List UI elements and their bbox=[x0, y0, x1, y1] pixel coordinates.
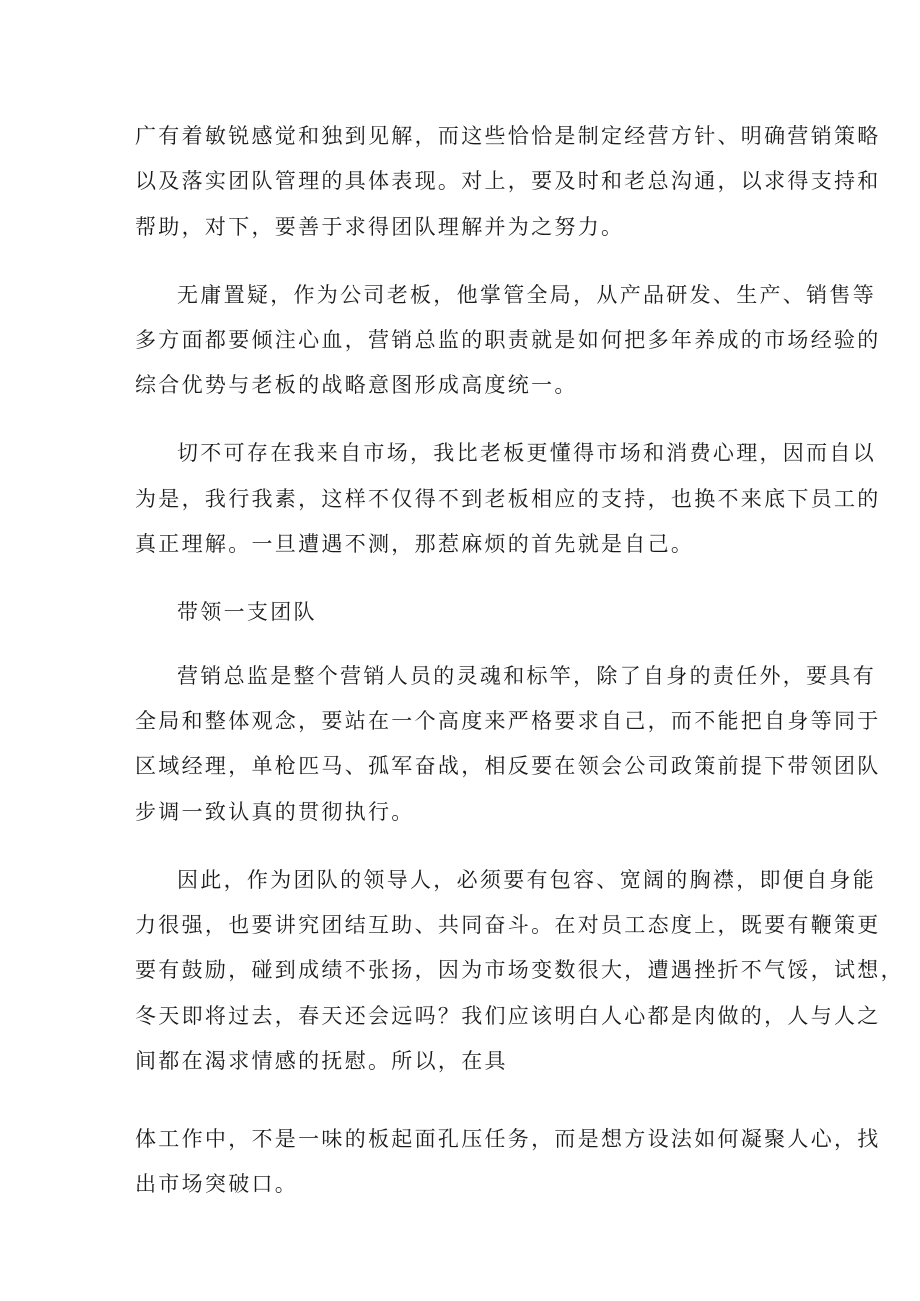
section-heading: 带领一支团队 bbox=[177, 600, 317, 624]
paragraph-5-line-5: 间都在渴求情感的抚慰。所以，在具 bbox=[135, 1049, 508, 1073]
paragraph-4-line-2: 全局和整体观念，要站在一个高度来严格要求自己，而不能把自身等同于 bbox=[135, 709, 881, 733]
paragraph-5-line-2: 力很强，也要讲究团结互助、共同奋斗。在对员工态度上，既要有鞭策更 bbox=[135, 913, 881, 937]
paragraph-3-line-1: 切不可存在我来自市场，我比老板更懂得市场和消费心理，因而自以 bbox=[177, 441, 876, 465]
paragraph-4-line-3: 区域经理，单枪匹马、孤军奋战，相反要在领会公司政策前提下带领团队 bbox=[135, 754, 881, 778]
paragraph-5-line-1: 因此，作为团队的领导人，必须要有包容、宽阔的胸襟，即便自身能 bbox=[177, 868, 876, 892]
paragraph-6-line-2: 出市场突破口。 bbox=[135, 1172, 299, 1196]
paragraph-2-line-1: 无庸置疑，作为公司老板，他掌管全局，从产品研发、生产、销售等 bbox=[177, 283, 876, 307]
paragraph-5-line-3: 要有鼓励，碰到成绩不张扬，因为市场变数很大，遭遇挫折不气馁，试想， bbox=[135, 958, 904, 982]
paragraph-6-line-1: 体工作中，不是一味的板起面孔压任务，而是想方设法如何凝聚人心，找 bbox=[135, 1127, 881, 1151]
paragraph-4-line-4: 步调一致认真的贯彻执行。 bbox=[135, 800, 415, 824]
paragraph-3-line-3: 真正理解。一旦遭遇不测，那惹麻烦的首先就是自己。 bbox=[135, 532, 695, 556]
paragraph-5-line-4: 冬天即将过去，春天还会远吗？我们应该明白人心都是肉做的，人与人之 bbox=[135, 1004, 881, 1028]
paragraph-3-line-2: 为是，我行我素，这样不仅得不到老板相应的支持，也换不来底下员工的 bbox=[135, 487, 881, 511]
paragraph-2-line-3: 综合优势与老板的战略意图形成高度统一。 bbox=[135, 373, 578, 397]
paragraph-1-line-3: 帮助，对下，要善于求得团队理解并为之努力。 bbox=[135, 215, 625, 239]
paragraph-1-line-2: 以及落实团队管理的具体表现。对上，要及时和老总沟通，以求得支持和 bbox=[135, 169, 881, 193]
paragraph-2-line-2: 多方面都要倾注心血，营销总监的职责就是如何把多年养成的市场经验的 bbox=[135, 328, 881, 352]
paragraph-1-line-1: 广有着敏锐感觉和独到见解，而这些恰恰是制定经营方针、明确营销策略 bbox=[135, 124, 881, 148]
paragraph-4-line-1: 营销总监是整个营销人员的灵魂和标竿，除了自身的责任外，要具有 bbox=[177, 664, 876, 688]
